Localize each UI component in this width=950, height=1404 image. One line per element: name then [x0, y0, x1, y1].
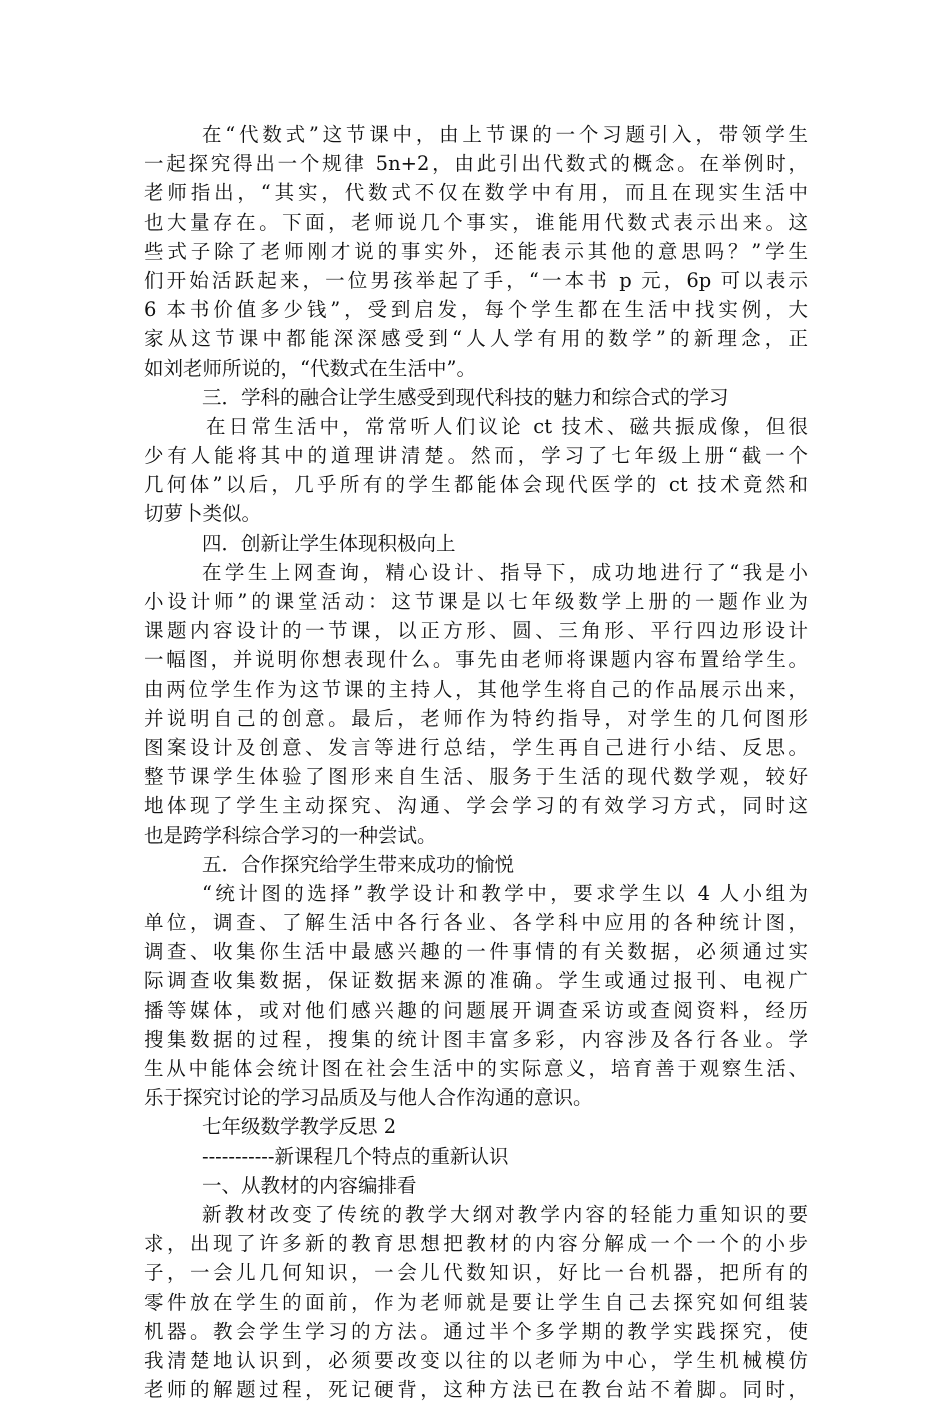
text-line: 也大量存在。下面，老师说几个事实，谁能用代数式表示出来。这 — [144, 210, 808, 234]
text-line: 在学生上网查询，精心设计、指导下，成功地进行了“我是小 — [202, 560, 808, 584]
text-line: 们开始活跃起来，一位男孩举起了手，“一本书 p 元，6p 可以表示 — [144, 268, 808, 292]
section-heading: 四．创新让学生体现积极向上 — [202, 531, 456, 555]
text-line: 几何体”以后，几乎所有的学生都能体会现代医学的 ct 技术竟然和 — [144, 473, 808, 497]
text-line: 单位，调查、了解生活中各行各业、各学科中应用的各种统计图， — [144, 911, 808, 935]
text-line: 机器。教会学生学习的方法。通过半个多学期的教学实践探究，使 — [144, 1319, 808, 1343]
text-line: 少有人能将其中的道理讲清楚。然而，学习了七年级上册“截一个 — [144, 444, 808, 468]
text-line: 一幅图，并说明你想表现什么。事先由老师将课题内容布置给学生。 — [144, 648, 808, 672]
article-subtitle: -----------新课程几个特点的重新认识 — [202, 1144, 509, 1168]
text-line: 在“代数式”这节课中，由上节课的一个习题引入，带领学生 — [202, 123, 808, 146]
text-line: 子，一会儿几何知识，一会儿代数知识，好比一台机器，把所有的 — [144, 1261, 808, 1285]
text-line: 老师指出，“其实，代数式不仅在数学中有用，而且在现实生活中 — [144, 181, 808, 205]
text-line: 如刘老师所说的，“代数式在生活中”。 — [144, 356, 476, 380]
text-line: 也是跨学科综合学习的一种尝试。 — [144, 823, 437, 847]
text-line: 小设计师”的课堂活动：这节课是以七年级数学上册的一题作业为 — [144, 590, 808, 613]
text-line: 切萝卜类似。 — [144, 502, 262, 526]
text-line: “统计图的选择”教学设计和教学中，要求学生以 4 人小组为 — [202, 881, 808, 905]
section-heading: 五．合作探究给学生带来成功的愉悦 — [202, 852, 515, 876]
text-line: 些式子除了老师刚才说的事实外，还能表示其他的意思吗？”学生 — [144, 239, 808, 263]
text-line: 并说明自己的创意。最后，老师作为特约指导，对学生的几何图形 — [144, 706, 808, 730]
text-line: 整节课学生体验了图形来自生活、服务于生活的现代数学观，较好 — [144, 765, 808, 789]
text-line: 一起探究得出一个规律 5n+2，由此引出代数式的概念。在举例时， — [144, 152, 808, 176]
text-line: 播等媒体，或对他们感兴趣的问题展开调查采访或查阅资料，经历 — [144, 998, 808, 1022]
text-line: 生从中能体会统计图在社会生活中的实际意义，培育善于观察生活、 — [144, 1057, 808, 1080]
text-line: 搜集数据的过程，搜集的统计图丰富多彩，内容涉及各行各业。学 — [144, 1027, 808, 1051]
text-line: 地体现了学生主动探究、沟通、学会学习的有效学习方式，同时这 — [144, 794, 808, 818]
text-line: 我清楚地认识到，必须要改变以往的以老师为中心，学生机械模仿 — [144, 1348, 808, 1372]
text-line: 家从这节课中都能深深感受到“人人学有用的数学”的新理念，正 — [144, 327, 808, 351]
document-body — [144, 120, 808, 1404]
text-line: 新教材改变了传统的教学大纲对教学内容的轻能力重知识的要 — [202, 1202, 808, 1226]
text-line: 零件放在学生的面前，作为老师就是要让学生自己去探究如何组装 — [144, 1290, 808, 1314]
text-line: 求，出现了许多新的教育思想把教材的内容分解成一个一个的小步 — [144, 1232, 808, 1256]
text-line: 图案设计及创意、发言等进行总结，学生再自己进行小结、反思。 — [144, 735, 808, 759]
text-line: 由两位学生作为这节课的主持人，其他学生将自己的作品展示出来， — [144, 677, 808, 701]
text-line: 际调查收集数据，保证数据来源的准确。学生或通过报刊、电视广 — [144, 969, 808, 993]
text-line: 在日常生活中，常常听人们议论 ct 技术、磁共振成像，但很 — [206, 414, 808, 438]
text-line: 老师的解题过程，死记硬背，这种方法已在教台站不着脚。同时， — [144, 1378, 808, 1402]
article-title: 七年级数学教学反思 2 — [202, 1115, 397, 1139]
text-line: 调查、收集你生活中最感兴趣的一件事情的有关数据，必须通过实 — [144, 940, 808, 964]
text-line: 乐于探究讨论的学习品质及与他人合作沟通的意识。 — [144, 1086, 593, 1110]
section-heading: 一、从教材的内容编排看 — [202, 1173, 417, 1197]
section-heading: 三．学科的融合让学生感受到现代科技的魅力和综合式的学习 — [202, 385, 729, 409]
text-line: 6 本书价值多少钱”，受到启发，每个学生都在生活中找实例，大 — [144, 298, 808, 322]
text-line: 课题内容设计的一节课，以正方形、圆、三角形、平行四边形设计 — [144, 619, 808, 643]
